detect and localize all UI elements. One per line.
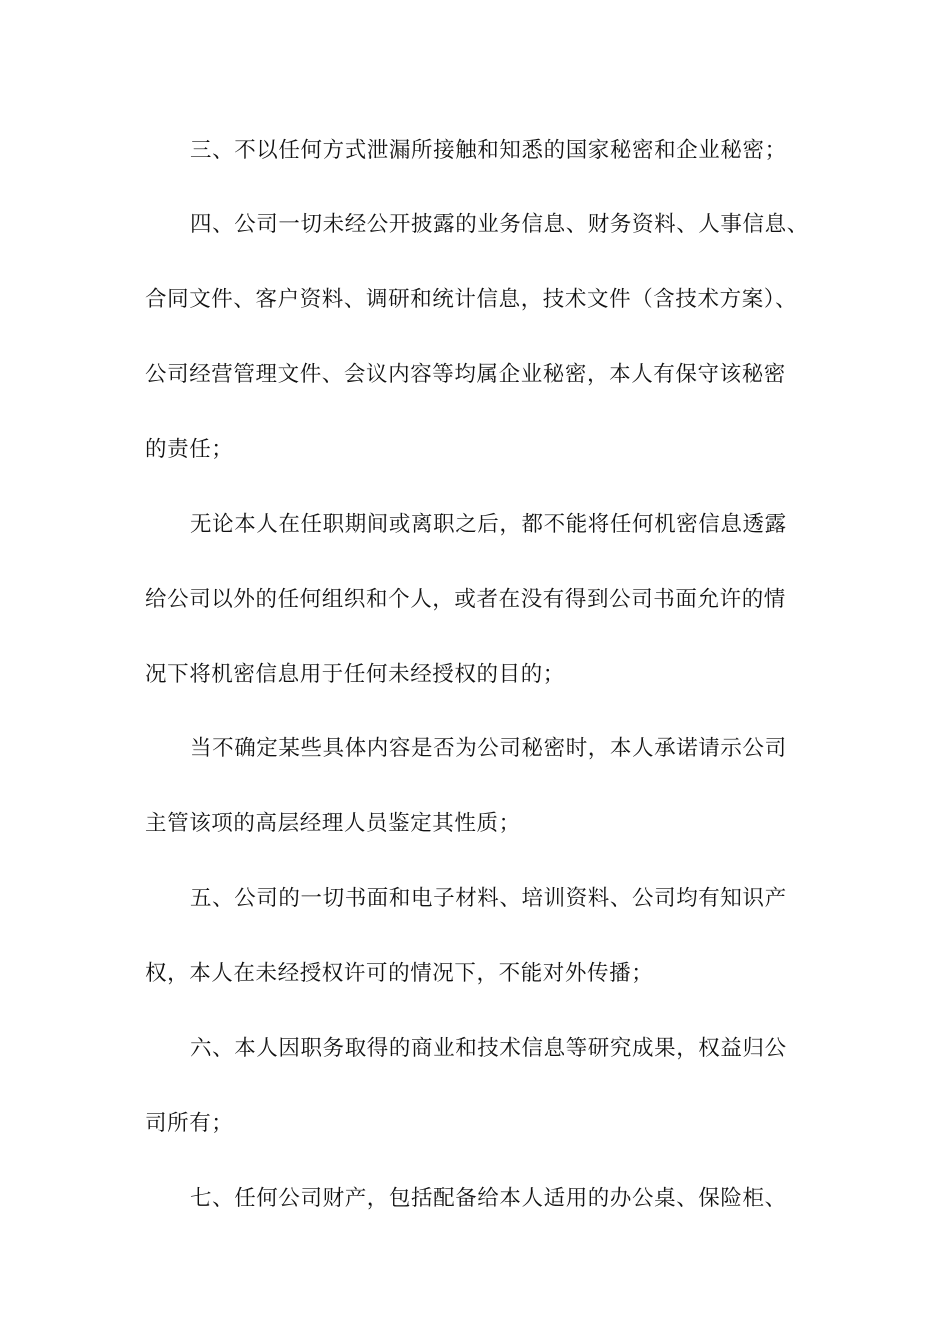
text-line-2: 四、公司一切未经公开披露的业务信息、财务资料、人事信息、 [190, 212, 809, 237]
text-line-11: 五、公司的一切书面和电子材料、培训资料、公司均有知识产 [190, 886, 787, 911]
text-line-15: 七、任何公司财产，包括配备给本人适用的办公桌、保险柜、 [190, 1186, 787, 1211]
text-line-9: 当不确定某些具体内容是否为公司秘密时，本人承诺请示公司 [190, 736, 787, 761]
text-line-7: 给公司以外的任何组织和个人，或者在没有得到公司书面允许的情 [145, 587, 786, 612]
text-line-5: 的责任； [145, 437, 234, 462]
text-line-12: 权，本人在未经授权许可的情况下，不能对外传播； [145, 961, 654, 986]
text-line-4: 公司经营管理文件、会议内容等均属企业秘密，本人有保守该秘密 [145, 362, 786, 387]
text-line-6: 无论本人在任职期间或离职之后，都不能将任何机密信息透露 [190, 512, 787, 537]
text-line-8: 况下将机密信息用于任何未经授权的目的； [145, 662, 565, 687]
text-line-3: 合同文件、客户资料、调研和统计信息，技术文件（含技术方案）、 [145, 287, 798, 312]
text-line-10: 主管该项的高层经理人员鉴定其性质； [145, 811, 521, 836]
text-line-13: 六、本人因职务取得的商业和技术信息等研究成果，权益归公 [190, 1036, 787, 1061]
text-line-14: 司所有； [145, 1111, 234, 1136]
text-line-1: 三、不以任何方式泄漏所接触和知悉的国家秘密和企业秘密； [190, 138, 787, 163]
